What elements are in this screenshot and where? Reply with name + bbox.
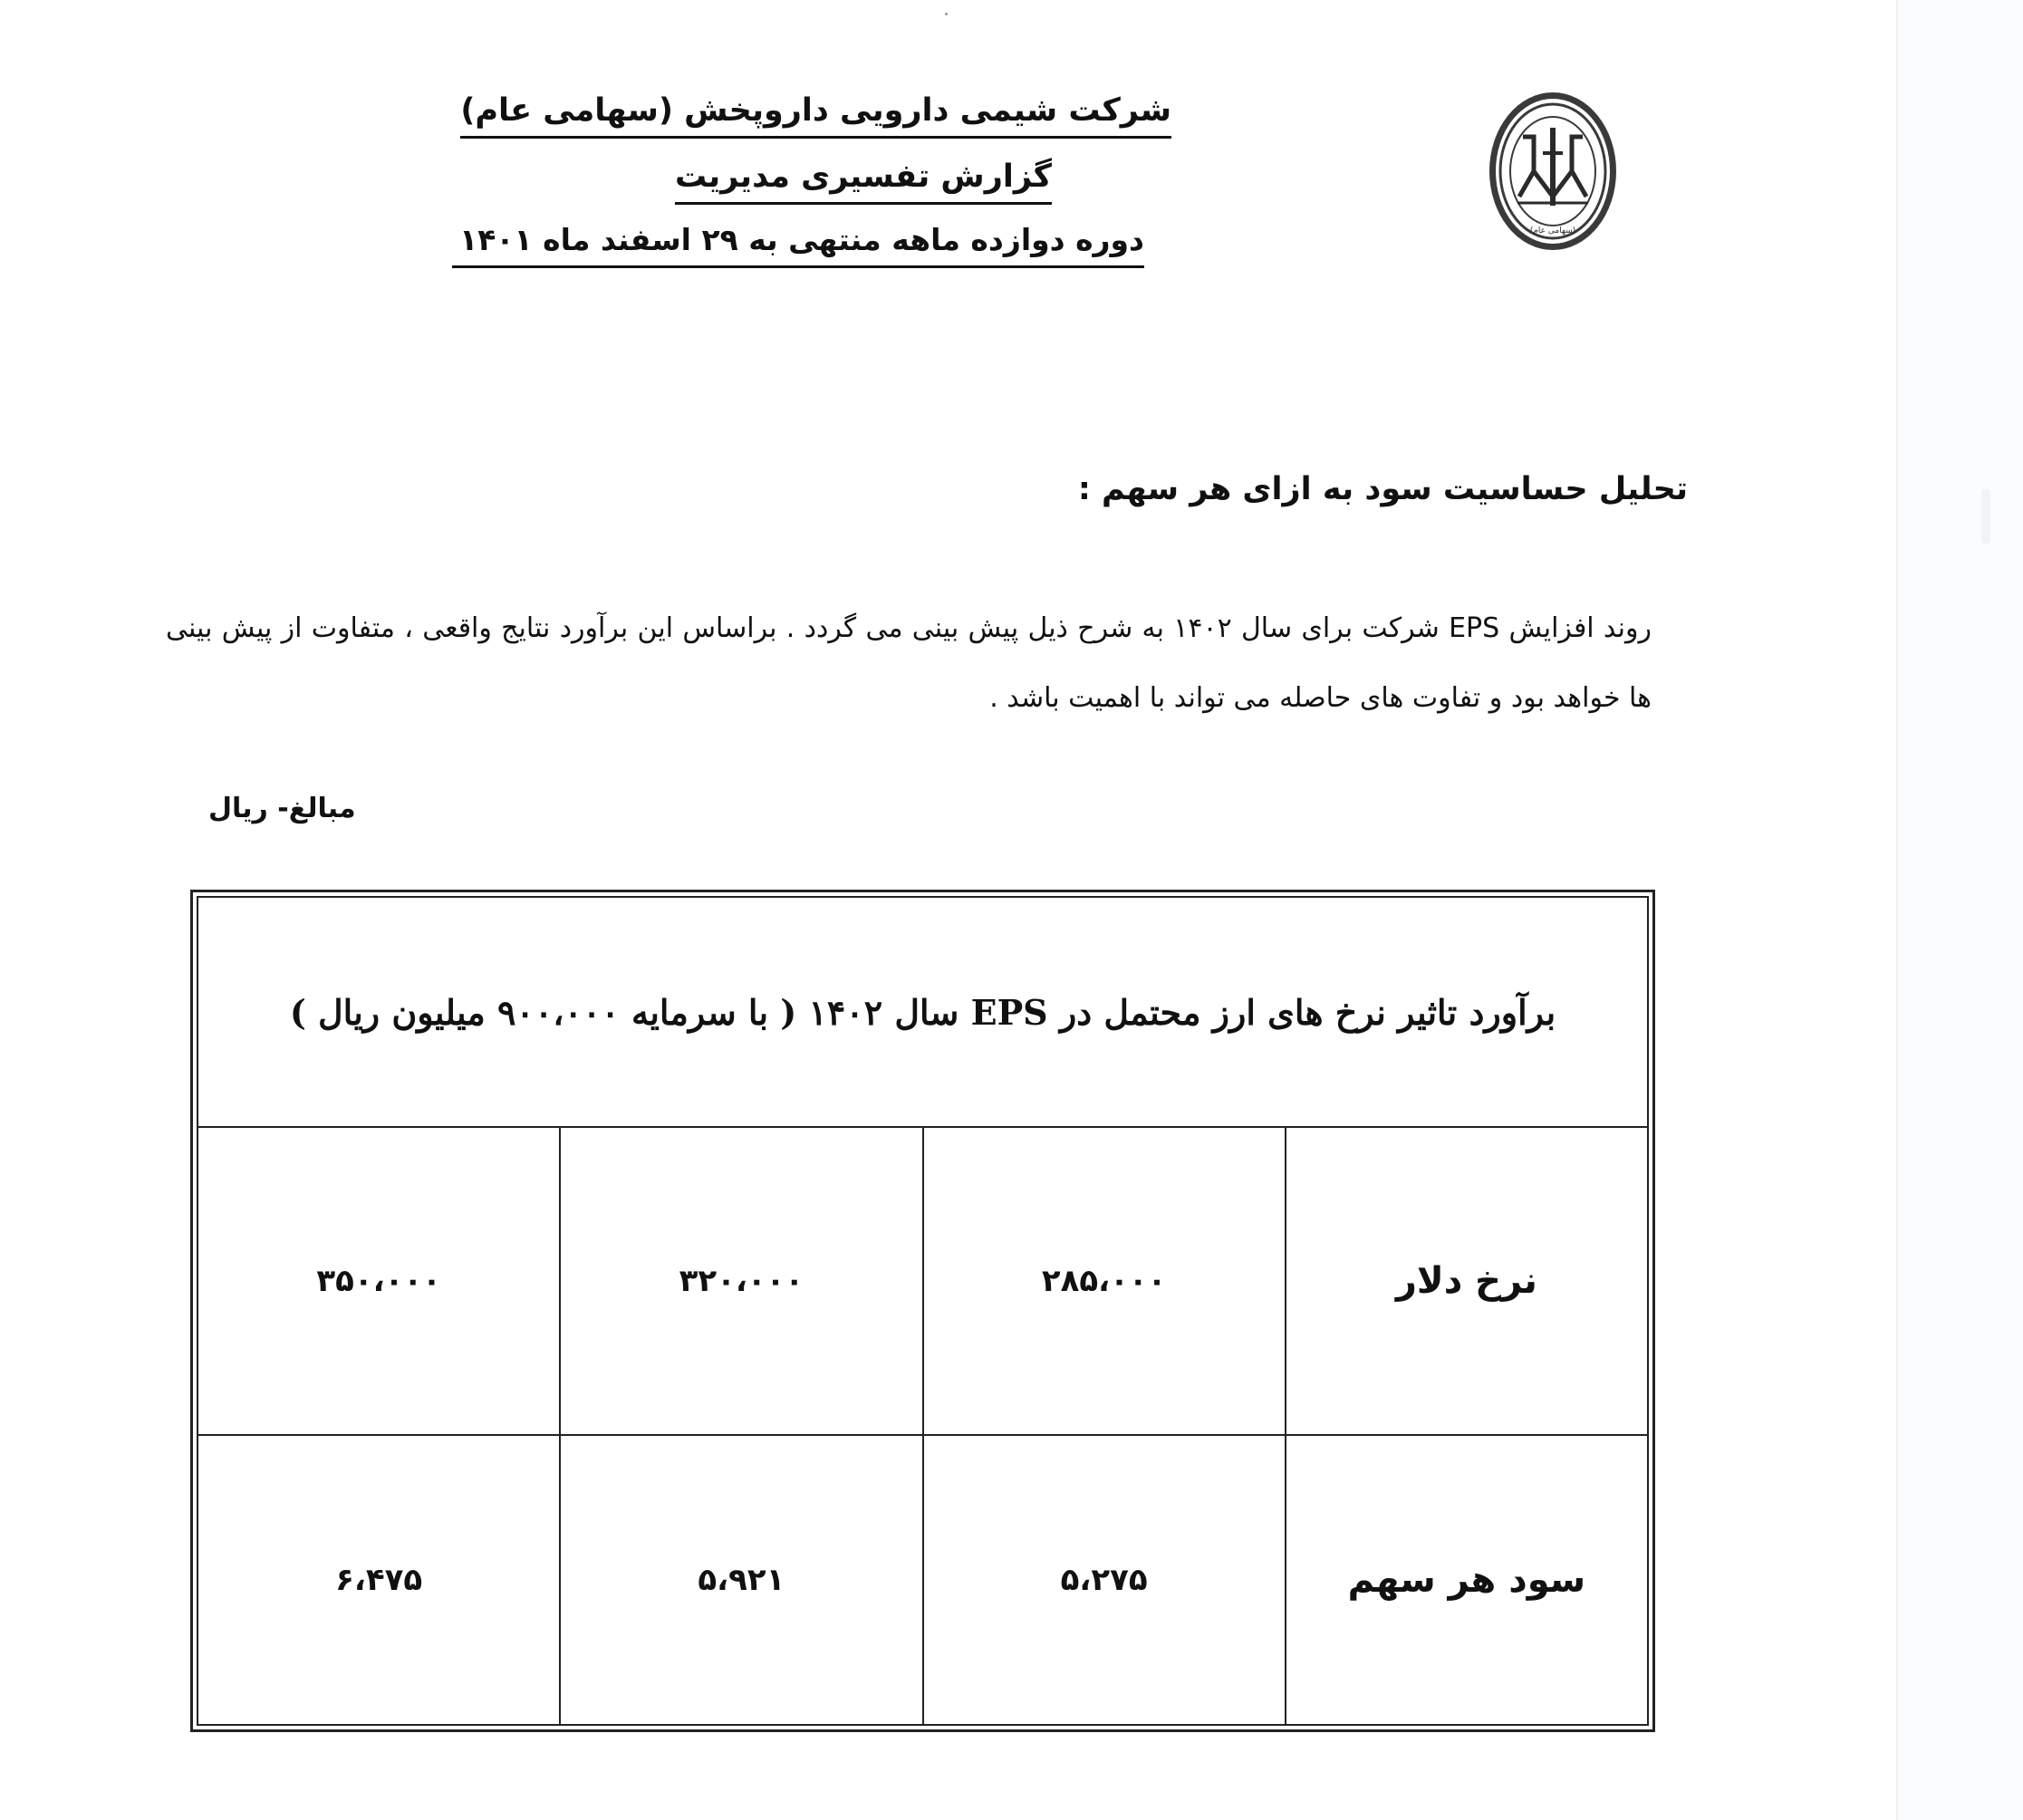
- eps-value-3: ۶،۴۷۵: [197, 1435, 560, 1725]
- eps-sensitivity-table-frame: [190, 890, 1655, 1732]
- amounts-unit-note: مبالغ- ریال: [208, 793, 356, 824]
- table-row-eps: [197, 1435, 1648, 1725]
- company-name: شرکت شیمی دارویی داروپخش (سهامی عام): [460, 95, 1171, 139]
- dollar-rate-value-3: ۳۵۰،۰۰۰: [197, 1127, 560, 1435]
- report-title: گزارش تفسیری مدیریت: [675, 161, 1052, 205]
- scan-smudge: [1981, 489, 1990, 544]
- page-edge: [1896, 0, 1898, 1820]
- row-label-dollar-rate: نرخ دلار: [1286, 1127, 1648, 1435]
- scan-speck: [945, 13, 948, 15]
- dollar-rate-value-2: ۳۲۰،۰۰۰: [560, 1127, 922, 1435]
- table-caption: [197, 897, 1648, 1127]
- eps-value-1: ۵،۲۷۵: [923, 1435, 1286, 1725]
- table-caption-text: برآورد تاثیر نرخ های ارز محتمل در EPS سال ۱۴۰۲ ( با سرمایه ۹۰۰،۰۰۰ میلیون ریال ): [289, 991, 1556, 1033]
- page-margin-shade: [1898, 0, 2023, 1820]
- table-row-dollar-rate: [197, 1127, 1648, 1435]
- eps-value-2: ۵،۹۲۱: [560, 1435, 922, 1725]
- company-emblem-icon: [1487, 90, 1619, 253]
- section-heading: تحلیل حساسیت سود به ازای هر سهم :: [1077, 471, 1688, 507]
- row-label-eps: سود هر سهم: [1286, 1435, 1648, 1725]
- intro-paragraph: روند افزایش EPS شرکت برای سال ۱۴۰۲ به شرح ذیل پیش بینی می گردد . براساس این برآورد نتایج واقعی ، متفاوت از پیش بینی ها خواهد بود و تفاوت های حاصله می تواند با اهمیت باشد .: [166, 612, 1652, 714]
- report-period: دوره دوازده ماهه منتهی به ۲۹ اسفند ماه ۱۴۰۱: [452, 225, 1144, 268]
- eps-sensitivity-table: [197, 896, 1649, 1726]
- dollar-rate-value-1: ۲۸۵،۰۰۰: [923, 1127, 1286, 1435]
- company-logo: [1487, 90, 1619, 253]
- svg-text:(سهامی عام): (سهامی عام): [1529, 226, 1576, 236]
